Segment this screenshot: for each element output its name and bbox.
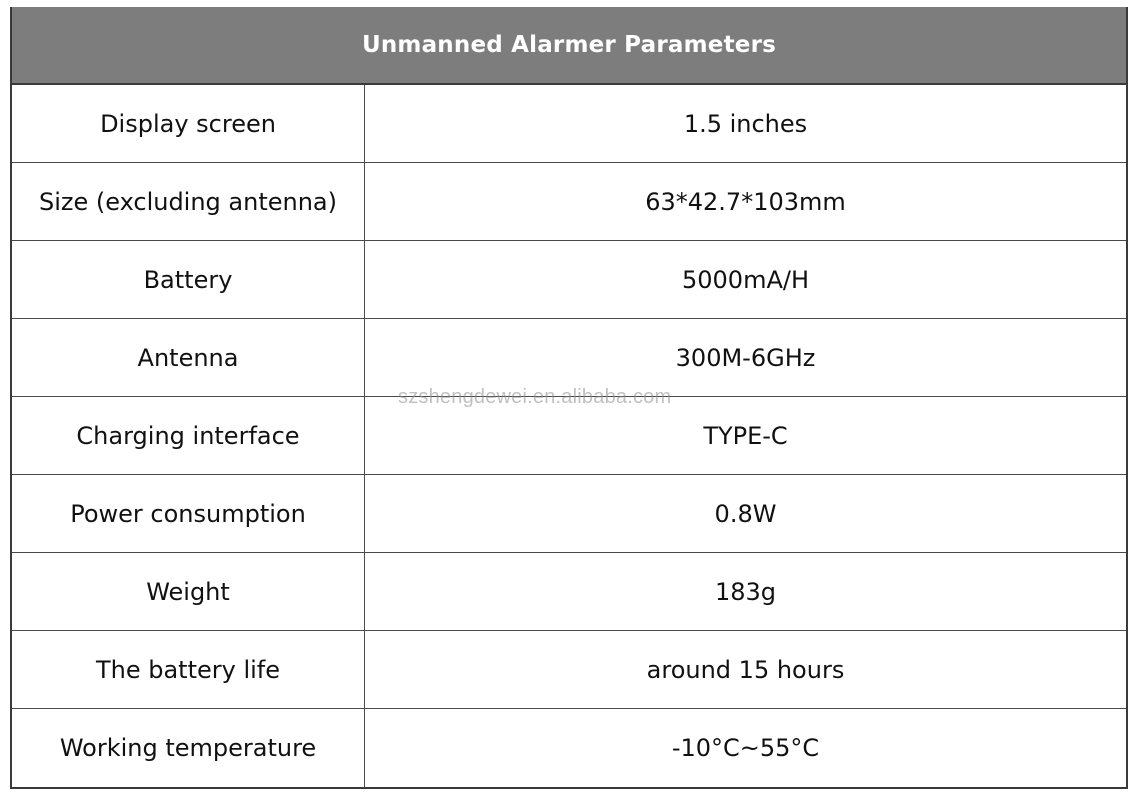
param-value: 183g	[714, 577, 777, 606]
param-label: Size (excluding antenna)	[12, 163, 365, 240]
table-row	[12, 319, 1126, 397]
table-row	[12, 163, 1126, 241]
table-row	[12, 241, 1126, 319]
param-label: Weight	[12, 553, 365, 630]
param-value: 1.5 inches	[683, 109, 808, 138]
param-label: Power consumption	[12, 475, 365, 552]
param-label: Antenna	[12, 319, 365, 396]
param-value: 300M-6GHz	[675, 343, 816, 372]
table-row	[12, 85, 1126, 163]
param-value: 5000mA/H	[681, 265, 809, 294]
param-value: 0.8W	[714, 499, 777, 528]
table-row	[12, 397, 1126, 475]
param-label: Working temperature	[12, 709, 365, 787]
param-value: around 15 hours	[646, 655, 845, 684]
param-label: The battery life	[12, 631, 365, 708]
parameters-table	[10, 7, 1128, 789]
table-header	[12, 7, 1126, 85]
table-row	[12, 553, 1126, 631]
table-row	[12, 475, 1126, 553]
param-label: Battery	[12, 241, 365, 318]
table-title: Unmanned Alarmer Parameters	[361, 32, 777, 58]
param-value: 63*42.7*103mm	[645, 187, 846, 216]
param-label: Display screen	[12, 85, 365, 162]
table-row	[12, 631, 1126, 709]
watermark-text: szshengdewei.en.alibaba.com	[398, 386, 672, 408]
param-label: Charging interface	[12, 397, 365, 474]
param-value: -10°C~55°C	[671, 734, 820, 762]
table-row	[12, 709, 1126, 787]
param-value: TYPE-C	[703, 421, 788, 450]
